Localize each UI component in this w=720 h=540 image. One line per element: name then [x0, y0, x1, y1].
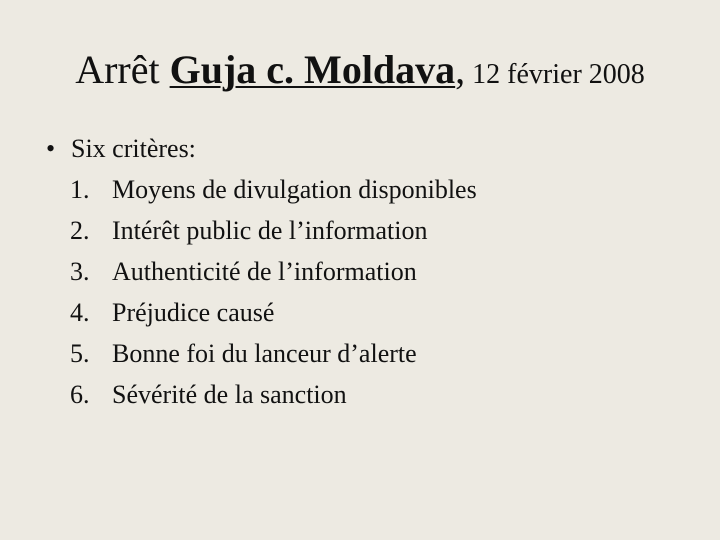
title-prefix: Arrêt: [75, 47, 170, 92]
bullet-item: [46, 128, 686, 169]
criterion-text: Intérêt public de l’information: [112, 216, 428, 245]
criterion-number: 3.: [70, 257, 90, 286]
criterion-text: Sévérité de la sanction: [112, 380, 347, 409]
criterion-item: [46, 169, 686, 210]
criterion-item: [46, 251, 686, 292]
criterion-item: [46, 333, 686, 374]
criterion-text: Bonne foi du lanceur d’alerte: [112, 339, 417, 368]
criterion-text: Moyens de divulgation disponibles: [112, 175, 477, 204]
criterion-number: 6.: [70, 380, 90, 409]
criterion-item: [46, 210, 686, 251]
criterion-number: 4.: [70, 298, 90, 327]
criterion-item: [46, 374, 686, 415]
bullet-text: Six critères:: [71, 134, 196, 163]
title-separator: ,: [455, 47, 466, 92]
criterion-item: [46, 292, 686, 333]
criteria-list: [46, 169, 686, 415]
judgment-date: 12 février 2008: [465, 59, 645, 90]
slide-content: [46, 128, 686, 415]
slide-title: [0, 46, 720, 99]
criterion-text: Authenticité de l’information: [112, 257, 417, 286]
criterion-number: 5.: [70, 339, 90, 368]
bullet-icon: •: [46, 134, 56, 163]
criterion-number: 2.: [70, 216, 90, 245]
criterion-number: 1.: [70, 175, 90, 204]
case-name: Guja c. Moldava: [169, 47, 456, 92]
criterion-text: Préjudice causé: [112, 298, 275, 327]
